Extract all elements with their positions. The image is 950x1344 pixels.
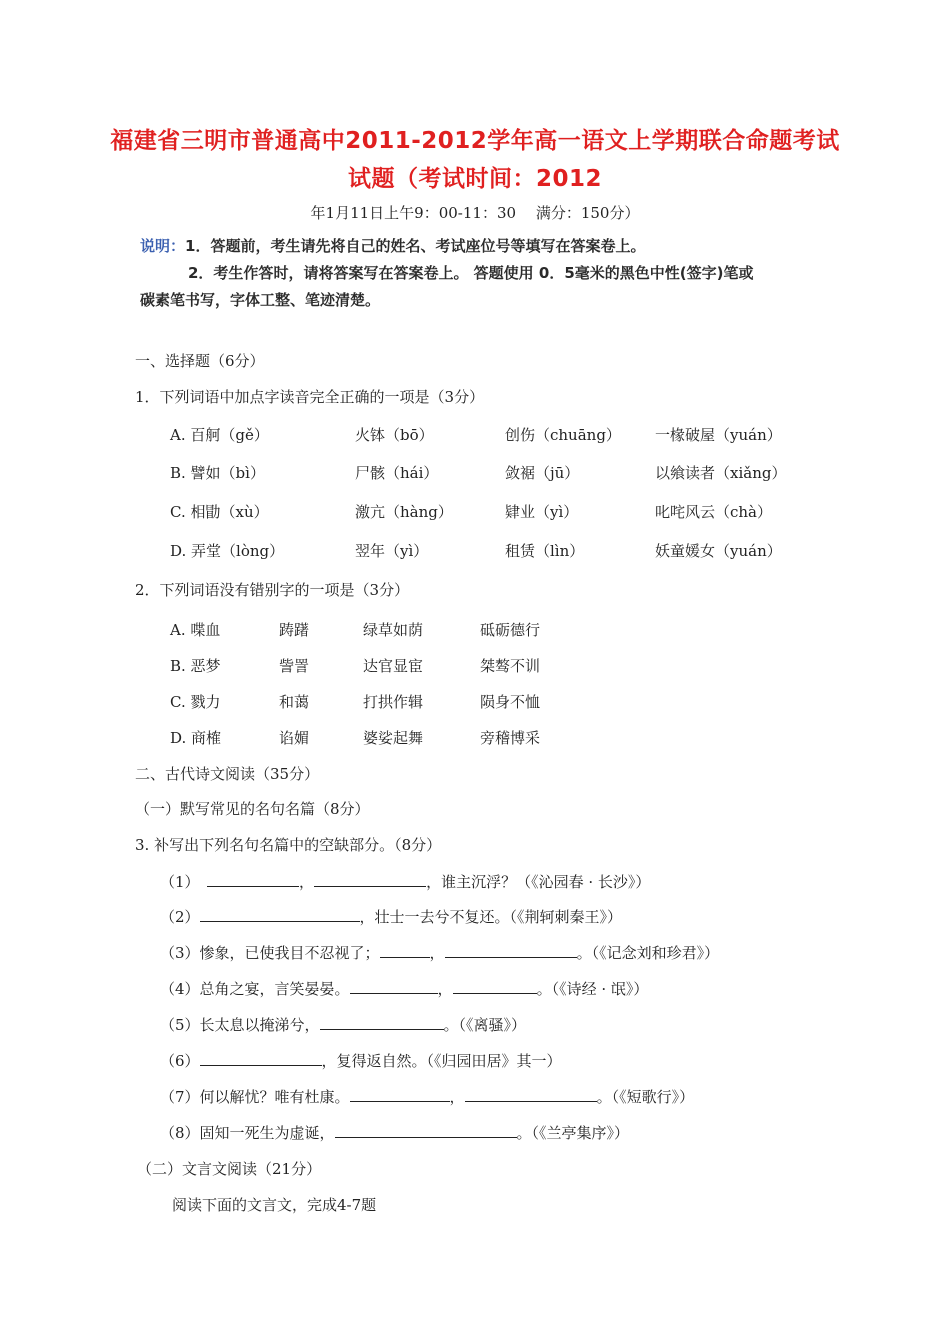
q3-item-4: （4）总角之宴，言笑晏晏。 ， 。（《诗经 · 氓》） (160, 980, 649, 998)
q2-option: 打拱作辑 (363, 693, 424, 711)
section2-sub1: （一）默写常见的名句名篇（8分） (135, 800, 370, 818)
q1-option: B. 譬如（bì） (170, 464, 265, 482)
q2-option: C. 戮力 (170, 693, 221, 711)
q2-option: 绿草如荫 (363, 621, 424, 639)
q2-option: 旁稽博采 (480, 729, 541, 747)
answer-blank[interactable] (465, 1087, 597, 1102)
q1-stem: 1．下列词语中加点字读音完全正确的一项是（3分） (135, 388, 485, 406)
answer-blank[interactable] (335, 1123, 517, 1138)
q2-option: 婆娑起舞 (363, 729, 424, 747)
q2-option: 和蔼 (279, 693, 310, 711)
q1-option: 肄业（yì） (505, 503, 579, 521)
answer-blank[interactable] (453, 979, 537, 994)
q1-option: 敛裾（jū） (505, 464, 580, 482)
exam-time-subtitle: 年1月11日上午9：00-11：30 满分：150分） (310, 204, 640, 222)
q1-option: 火钵（bō） (355, 426, 434, 444)
section1-heading: 一、选择题（6分） (135, 352, 265, 370)
answer-blank[interactable] (350, 1087, 450, 1102)
q3-item-2: （2） ，壮士一去兮不复还。（《荆轲刺秦王》） (160, 908, 623, 926)
q2-option: 桀骜不训 (480, 657, 541, 675)
q3-item-8: （8）固知一死生为虚诞， 。（《兰亭集序》） (160, 1124, 630, 1142)
q2-option: B. 恶梦 (170, 657, 221, 675)
title-line-2: 试题（考试时间：2012 (347, 166, 602, 192)
q3-item-1: （1） ， ，谁主沉浮？（《沁园春 · 长沙》） (160, 873, 651, 891)
answer-blank[interactable] (207, 872, 299, 887)
instructions-item-2: 2．考生作答时，请将答案写在答案卷上。 答题使用 0．5毫米的黑色中性(签字)笔或 (188, 264, 754, 282)
q1-option: 以飨读者（xiǎng） (655, 464, 787, 482)
section2-heading: 二、古代诗文阅读（35分） (135, 765, 320, 783)
answer-blank[interactable] (380, 943, 430, 958)
q1-option: 激亢（hàng） (355, 503, 453, 521)
q2-option: 砥砺德行 (480, 621, 541, 639)
answer-blank[interactable] (314, 872, 426, 887)
instructions-item-2-cont: 碳素笔书写，字体工整、笔迹清楚。 (140, 291, 381, 309)
title-line-1: 福建省三明市普通高中2011-2012学年高一语文上学期联合命题考试 (110, 128, 840, 154)
q2-option: 訾詈 (279, 657, 310, 675)
answer-blank[interactable] (200, 907, 360, 922)
q2-option: 踌躇 (279, 621, 310, 639)
q2-option: D. 商榷 (170, 729, 222, 747)
answer-blank[interactable] (320, 1015, 444, 1030)
q1-option: C. 相勖（xù） (170, 503, 269, 521)
q1-option: 一椽破屋（yuán） (655, 426, 782, 444)
instructions-item-1: 说明：1．答题前，考生请先将自己的姓名、考试座位号等填写在答案卷上。 (140, 237, 646, 255)
section2-sub2: （二）文言文阅读（21分） (137, 1160, 322, 1178)
answer-blank[interactable] (350, 979, 438, 994)
q1-option: 创伤（chuāng） (505, 426, 621, 444)
q3-item-6: （6） ，复得返自然。（《归园田居》其一） (160, 1052, 562, 1070)
answer-blank[interactable] (445, 943, 577, 958)
q1-option: 妖童媛女（yuán） (655, 542, 782, 560)
q1-option: D. 弄堂（lòng） (170, 542, 285, 560)
q1-option: 叱咤风云（chà） (655, 503, 773, 521)
q3-item-3: （3）惨象，已使我目不忍视了； ， 。（《记念刘和珍君》） (160, 944, 720, 962)
q1-option: 尸骸（hái） (355, 464, 439, 482)
q2-option: A. 喋血 (170, 621, 221, 639)
reading-intro: 阅读下面的文言文，完成4-7题 (172, 1196, 377, 1214)
answer-blank[interactable] (200, 1051, 322, 1066)
q3-item-7: （7）何以解忧？唯有杜康。 ， 。（《短歌行》） (160, 1088, 695, 1106)
q3-item-5: （5）长太息以掩涕兮， 。（《离骚》） (160, 1016, 527, 1034)
q2-option: 达官显宦 (363, 657, 424, 675)
q3-stem: 3. 补写出下列名句名篇中的空缺部分。（8分） (135, 836, 442, 854)
q2-stem: 2．下列词语没有错别字的一项是（3分） (135, 581, 410, 599)
q1-option: 翌年（yì） (355, 542, 429, 560)
q2-option: 陨身不恤 (480, 693, 541, 711)
q2-option: 谄媚 (279, 729, 310, 747)
q1-option: 租赁（lìn） (505, 542, 585, 560)
q1-option: A. 百舸（gě） (170, 426, 269, 444)
instructions-label: 说明： (140, 237, 186, 255)
